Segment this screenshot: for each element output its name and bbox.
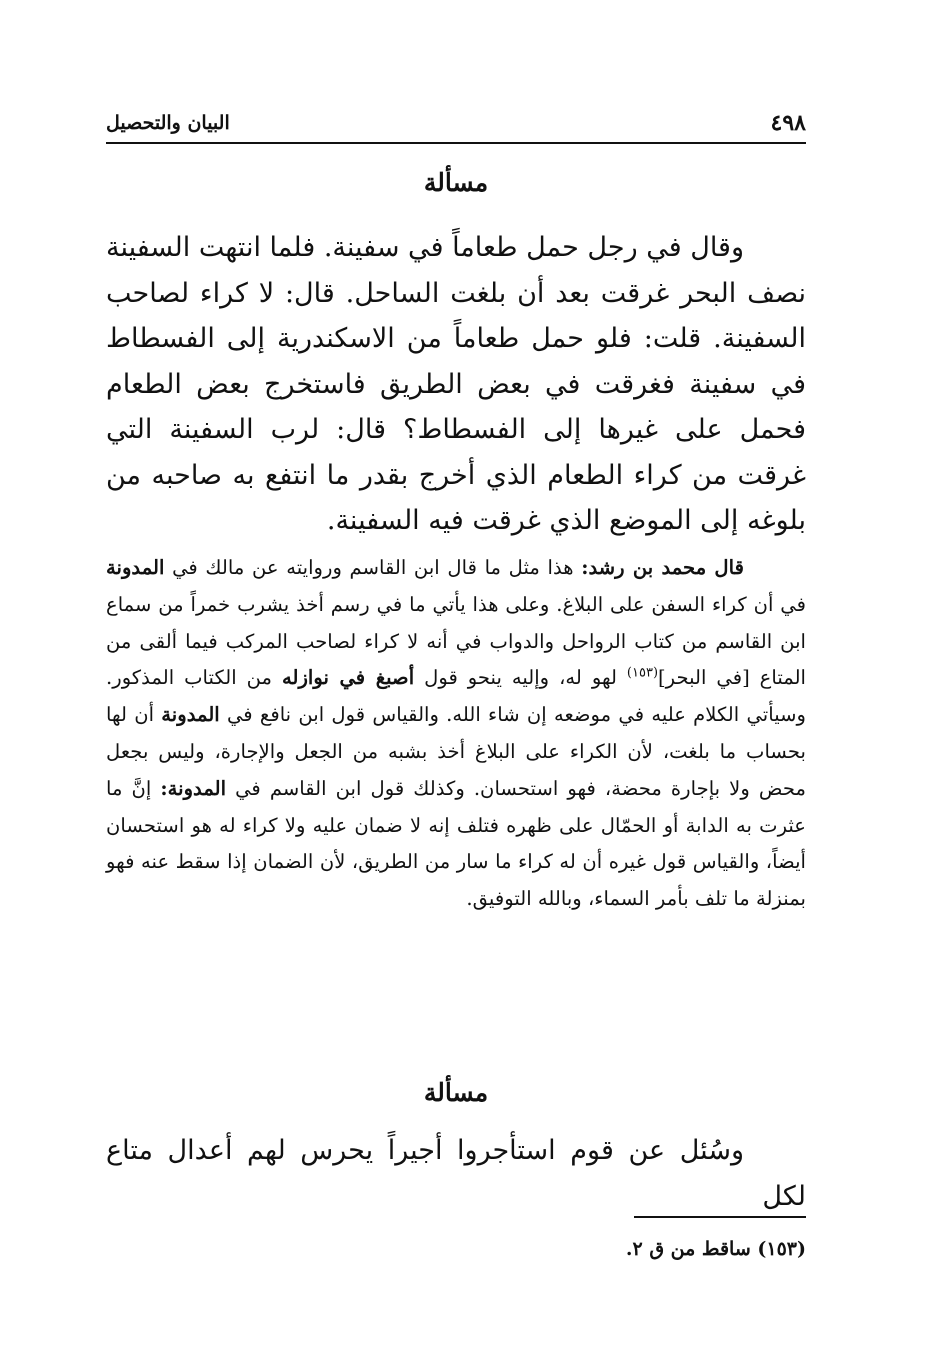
section-heading-1: مسألة xyxy=(423,168,489,197)
running-title: البيان والتحصيل xyxy=(106,112,230,134)
section-heading-2: مسألة xyxy=(423,1078,489,1107)
commentary-bold-1: المدونة xyxy=(106,556,165,579)
question-paragraph-2: وسُئل عن قوم استأجروا أجيراً يحرس لهم أعدال متاع لكل xyxy=(106,1135,806,1212)
footnote: (١٥٣) ساقط من ق ٢. xyxy=(625,1238,806,1260)
commentary-author: قال محمد بن رشد: xyxy=(581,556,744,579)
commentary-paragraph xyxy=(106,550,806,918)
commentary-text-1: هذا مثل ما قال ابن القاسم وروايته عن مالك في xyxy=(164,556,582,579)
page-header xyxy=(106,108,806,144)
question-paragraph-1: وقال في رجل حمل طعاماً في سفينة. فلما انتهت السفينة نصف البحر غرقت بعد أن بلغت الساحل. قال: لا كراء لصاحب السفينة. قلت: فلو حمل طعاماً من الاسكندرية إلى الفسطاط في سفينة فغرقت في بعض الطريق فاستخرج بعض الطعام فحمل على غيرها إلى الفسطاط؟ قال: لرب السفينة التي غرقت من كراء الطعام الذي أخرج بقدر ما انتفع به صاحبه من بلوغه إلى الموضع الذي غرقت فيه السفينة. xyxy=(106,232,806,536)
commentary-text-4: من الكتاب المذكور. وسيأتي الكلام عليه في موضعه إن شاء الله. والقياس قول ابن نافع في xyxy=(106,666,806,727)
commentary-bold-3: المدونة xyxy=(161,703,220,727)
commentary-bold-2: أصبغ في نوازله xyxy=(281,666,415,690)
commentary-bold-4: المدونة: xyxy=(160,776,227,800)
footnote-divider xyxy=(634,1216,806,1218)
commentary-text-5: أن لها بحساب ما بلغت، لأن الكراء على البلاغ أخذ بشبه من الجعل والإجارة، وليس بجعل محض ولا بإجارة محضة، فهو استحسان. وكذلك قول ابن القاسم في xyxy=(106,703,806,800)
footnote-reference: (١٥٣) xyxy=(626,665,659,681)
page-number: ٤٩٨ xyxy=(770,110,806,136)
commentary-text-6: إنَّ ما عثرت به الدابة أو الحمّال على ظهره فتلف إنه لا ضمان عليه ولا كراء له هو استحسان أيضاً، والقياس قول غيره أن له كراء ما سار من الطريق، لأن الضمان إذا سقط عنه فهو بمنزلة ما تلف بأمر السماء، وبالله التوفيق. xyxy=(106,776,806,911)
commentary-text-3: لهو له، وإليه ينحو قول xyxy=(414,666,627,690)
commentary-text-2: في أن كراء السفن على البلاغ. وعلى هذا يأتي ما في رسم أخذ يشرب خمراً من سماع ابن القاسم من كتاب الرواحل والدواب في أنه لا كراء لصاحب المركب فيما ألقى من المتاع [في البحر] xyxy=(106,592,806,690)
